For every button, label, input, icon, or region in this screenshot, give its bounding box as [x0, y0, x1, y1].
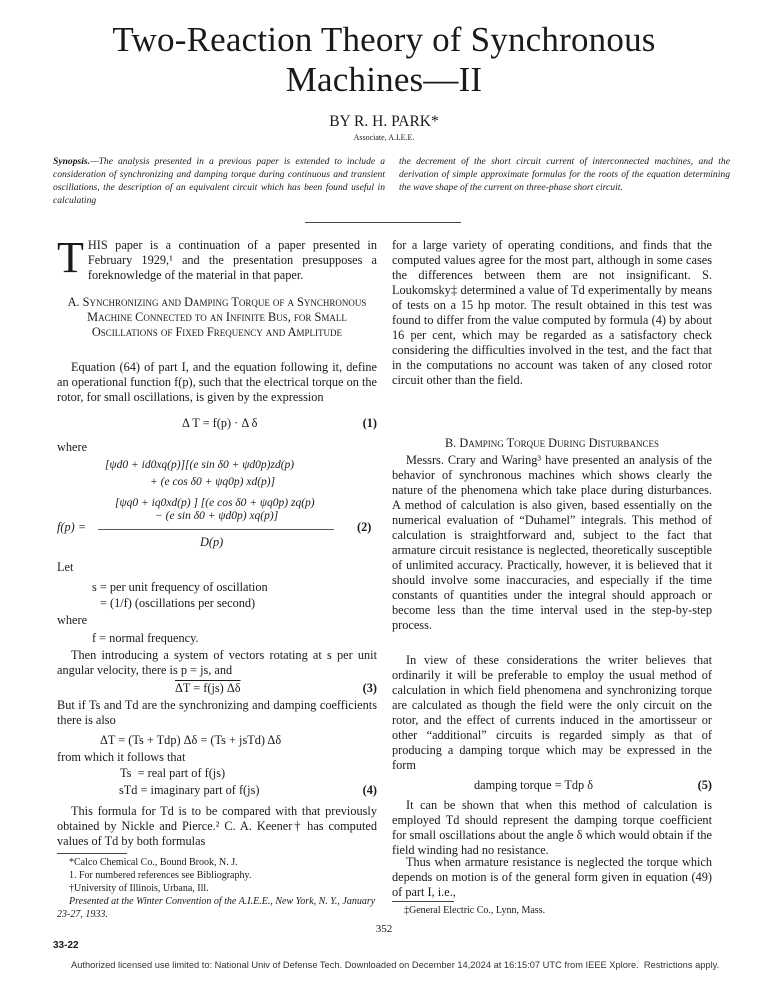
footnote-divider [392, 901, 454, 902]
drop-cap: T [57, 233, 84, 282]
paragraph: Equation (64) of part I, and the equation following it, define an operational function f(p), such that the electrical torque on the rotor, for small oscillations, is given by the expression [57, 360, 377, 404]
synopsis-text: —The analysis presented in a previous paper is extended to include a consideration of synchronizing and damping torque during continuous and transient oscillations, the description of an equivalent circuit which has been found useful in calculating [53, 156, 385, 206]
paragraph: It can be shown that when this method of calculation is employed Td should represent the damping torque coefficient for small oscillations about the angle δ which would obtain if the field winding had no resistance. [392, 798, 712, 857]
header-divider [305, 222, 461, 223]
synopsis-left [53, 155, 385, 207]
equation-text: ΔT = f(js) Δδ [175, 681, 241, 695]
intro-text: HIS paper is a continuation of a paper presented in February 1929,¹ and the presentation presupposes a foreknowledge of the material in that paper. [87, 238, 377, 282]
equation-text: Δ T = f(p) · Δ δ [182, 416, 258, 430]
synopsis-label: Synopsis. [53, 156, 91, 167]
section-heading-a: A. Synchronizing and Damping Torque of a Synchronous Machine Connected to an Infinite Bus, for Small Oscillations of Fixed Frequency and Amplitude [67, 295, 367, 339]
author: BY R. H. PARK* [329, 113, 439, 130]
equation-number: (5) [697, 778, 712, 792]
let-label: Let [57, 560, 74, 574]
equation-text: sTd = imaginary part of f(js) [119, 783, 260, 797]
equation-torque: ΔT = (Ts + Tdp) Δδ = (Ts + jsTd) Δδ [100, 733, 282, 747]
affiliation: Associate, A.I.E.E. [353, 133, 415, 142]
paragraph: Thus when armature resistance is neglected the torque which depends on motion is of the general form given in equation (49) of part I, i.e., [392, 855, 712, 899]
where-label: where [57, 440, 88, 454]
s-definition-2: = (1/f) (oscillations per second) [100, 596, 256, 610]
license-notice: Authorized licensed use limited to: National Univ of Defense Tech. Downloaded on December 14,2024 at 16:15:07 UTC from IEEE Xplore. Restrictions apply. [71, 960, 720, 970]
equation-2-denominator: D(p) [200, 535, 224, 549]
equation-2-line-1: [ψd0 + id0xq(p)][(e sin δ0 + ψd0p)zd(p) [105, 459, 295, 471]
paragraph: Messrs. Crary and Waring³ have presented an analysis of the behavior of synchronous machines which shows clearly the nature of the phenomena which take place during disturbances. A method of calculation is also given, based essentially on the numerical evaluation of “Duhamel” integrals. This method of calculation is straightforward and, subject to the fact that armature circuit resistance is neglected, theoretically susceptible of unlimited accuracy. Practically, however, it is believed that it should involve some inaccuracies, and especially if the time constants of quantities under the integral should approach or become less than the time interval used in the step-by-step process. [392, 453, 712, 632]
paragraph: This formula for Td is to be compared with that previously obtained by Nickle and Pierce.² C. A. Keener† has computed values of Td by both formulas [57, 804, 377, 848]
footnote: †University of Illinois, Urbana, Ill. [69, 883, 209, 894]
paragraph: In view of these considerations the writer believes that ordinarily it will be preferable to employ the usual method of calculation in which field phenomena and synchronizing torque are calculated as though the field were the only circuit on the rotor, and the effect of currents induced in the amortisseur or other “additional” circuits is regarded simply as that of producing a damping torque which may be expressed in the form [392, 653, 712, 772]
paragraph: Then introducing a system of vectors rotating at s per unit angular velocity, there is p = js, and [57, 648, 377, 677]
where-label: where [57, 613, 88, 627]
page-number: 352 [375, 923, 393, 935]
equation-2-lhs: f(p) = [57, 520, 87, 534]
equation-1 [57, 416, 377, 431]
section-heading-b: B. Damping Torque During Disturbances [444, 436, 659, 450]
equation-number: (4) [362, 783, 377, 797]
footnotes [57, 856, 377, 921]
equation-2-line-4: − (e sin δ0 + ψd0p) xq(p)] [155, 510, 279, 522]
equation-number: (1) [362, 416, 377, 430]
f-definition: f = normal frequency. [92, 631, 199, 645]
footnote: Presented at the Winter Convention of the A.I.E.E., New York, N. Y., January 23-27, 1933. [57, 896, 376, 920]
equation-number: (3) [362, 681, 377, 695]
equation-5 [392, 778, 712, 793]
paragraph: for a large variety of operating conditions, and finds that the computed values agree for the most part, although in some cases the differences between them are not insignificant. S. Loukomsky‡ determined a value of Td experimentally by means of tests on a 15 hp motor. The result obtained in this test was found to differ from the value computed by formula (4) by about 16 per cent, which may be regarded as a satisfactory check considering the difficulties involved in the test, and the fact that in the computations no account was taken of any closed rotor circuit other than the field. [392, 238, 712, 387]
equation-3 [57, 681, 377, 696]
equation-2-line-2: + (e cos δ0 + ψq0p) xd(p)] [150, 476, 276, 488]
equation-4a: Ts = real part of f(js) [120, 766, 226, 780]
equation-4b [57, 783, 377, 798]
fraction-bar [98, 529, 334, 530]
synopsis-right: the decrement of the short circuit current of interconnected machines, and the derivation of simple approximate formulas for the roots of the equation determining the wave shape of the current on three-phase short circuit. [399, 156, 730, 193]
footnote: *Calco Chemical Co., Bound Brook, N. J. [69, 857, 238, 868]
equation-2-line-3: [ψq0 + iq0xd(p) ] [(e cos δ0 + ψq0p) zq(p) [115, 497, 315, 509]
equation-number: (2) [357, 520, 372, 534]
footnote: ‡General Electric Co., Lynn, Mass. [404, 905, 546, 916]
equation-text: damping torque = Tdp δ [474, 778, 594, 792]
footnote: 1. For numbered references see Bibliography. [69, 870, 252, 881]
paragraph: from which it follows that [57, 750, 186, 764]
intro-paragraph [57, 233, 377, 283]
title-line-2: Machines—II [285, 60, 483, 99]
footnote-divider [57, 853, 127, 854]
title-line-1: Two-Reaction Theory of Synchronous [112, 20, 656, 59]
s-definition: s = per unit frequency of oscillation [92, 580, 268, 594]
paper-code: 33-22 [53, 940, 79, 951]
paragraph: But if Ts and Td are the synchronizing and damping coefficients there is also [57, 698, 377, 727]
